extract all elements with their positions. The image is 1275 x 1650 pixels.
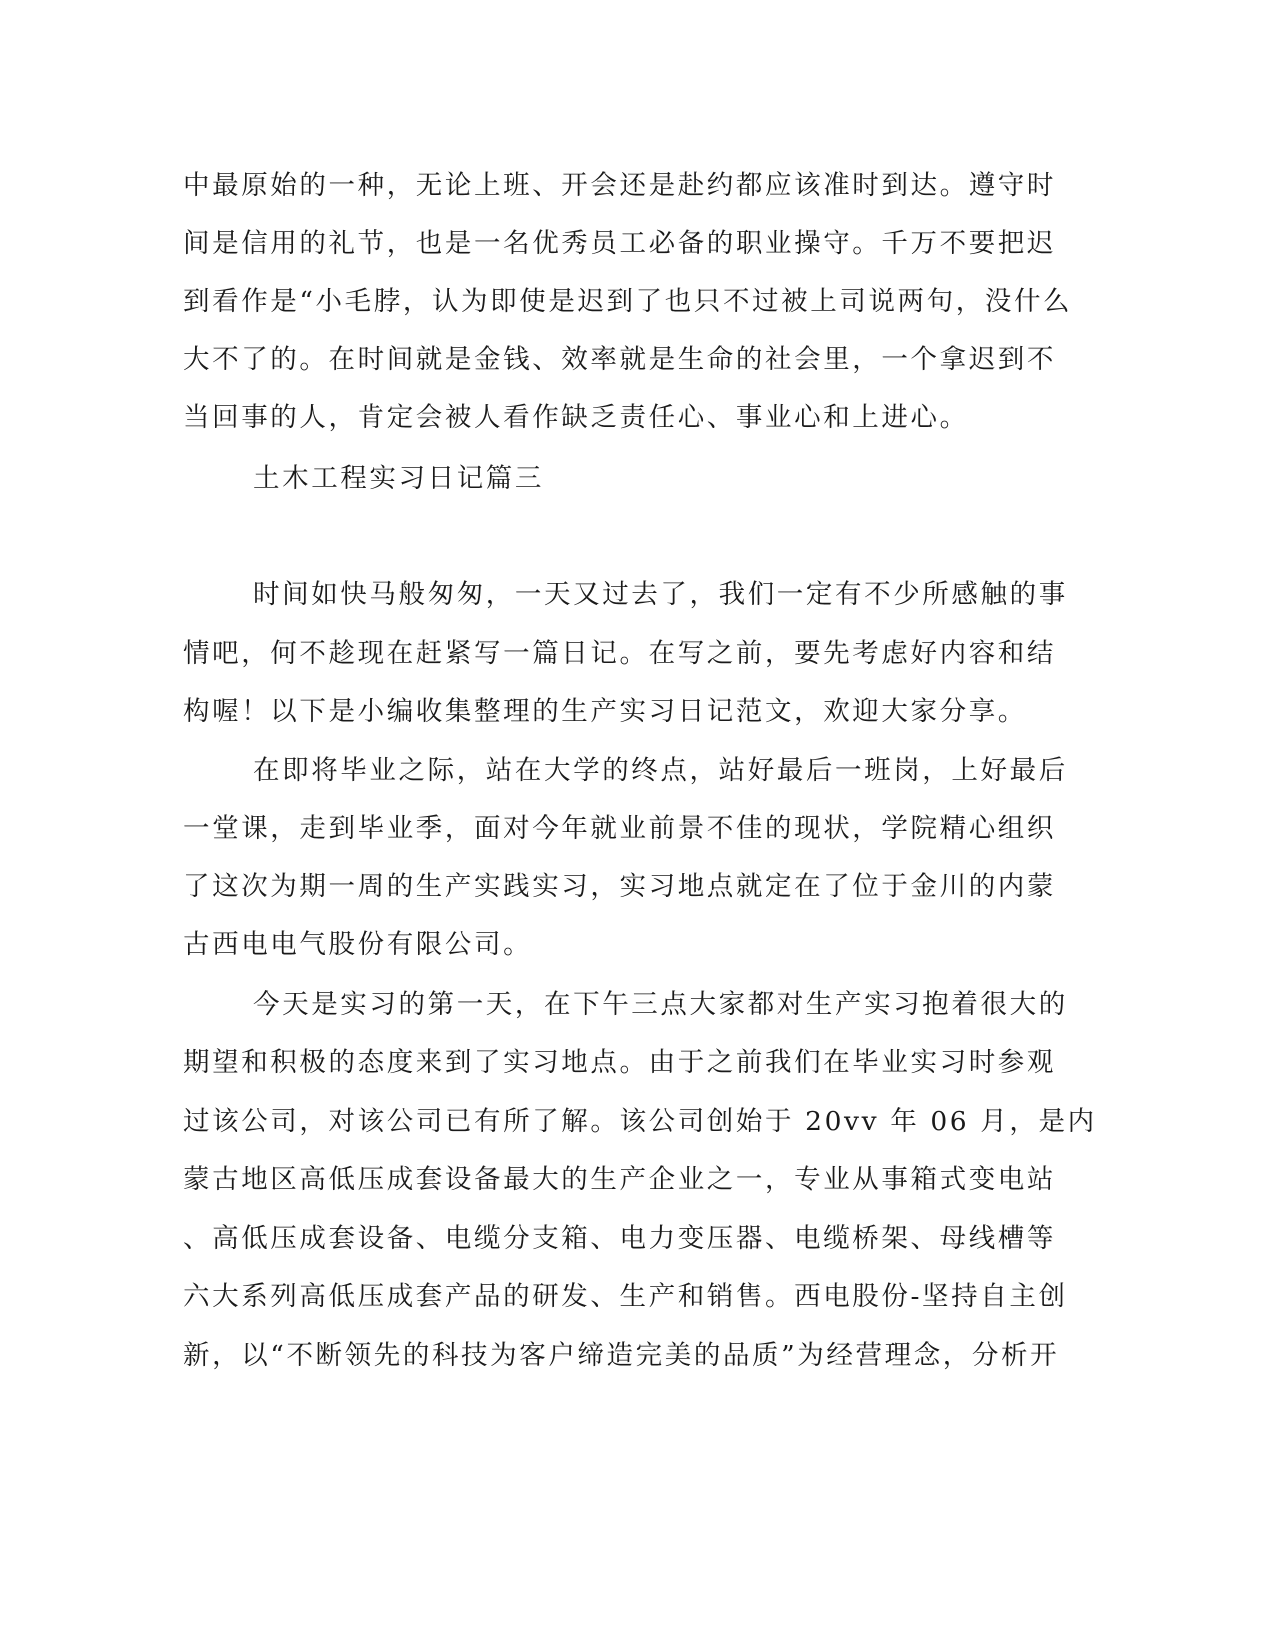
text-line: 今天是实习的第一天，在下午三点大家都对生产实习抱着很大的 [253,989,1068,1020]
text-line: 一堂课，走到毕业季，面对今年就业前景不佳的现状，学院精心组织 [183,813,1056,844]
text-line: 间是信用的礼节，也是一名优秀员工必备的职业操守。千万不要把迟 [183,228,1056,259]
section-heading: 土木工程实习日记篇三 [253,463,544,494]
text-line: 当回事的人，肯定会被人看作缺乏责任心、事业心和上进心。 [183,402,969,433]
text-line: 蒙古地区高低压成套设备最大的生产企业之一，专业从事箱式变电站 [183,1164,1056,1195]
text-line: 了这次为期一周的生产实践实习，实习地点就定在了位于金川的内蒙 [183,871,1056,902]
text-line: 、高低压成套设备、电缆分支箱、电力变压器、电缆桥架、母线槽等 [183,1223,1056,1254]
text-line: 六大系列高低压成套产品的研发、生产和销售。西电股份-坚持自主创 [183,1281,1068,1312]
text-line: 新，以“不断领先的科技为客户缔造完美的品质”为经营理念，分析开 [183,1340,1060,1371]
text-line: 时间如快马般匆匆，一天又过去了，我们一定有不少所感触的事 [253,579,1068,610]
text-line: 构喔！以下是小编收集整理的生产实习日记范文，欢迎大家分享。 [183,696,1027,727]
text-line: 古西电电气股份有限公司。 [183,929,533,960]
text-line: 大不了的。在时间就是金钱、效率就是生命的社会里，一个拿迟到不 [183,344,1056,375]
text-line: 到看作是“小毛脖，认为即使是迟到了也只不过被上司说两句，没什么 [183,286,1073,317]
text-line: 期望和积极的态度来到了实习地点。由于之前我们在毕业实习时参观 [183,1047,1056,1078]
text-line: 在即将毕业之际，站在大学的终点，站好最后一班岗，上好最后 [253,755,1068,786]
text-line: 情吧，何不趁现在赶紧写一篇日记。在写之前，要先考虑好内容和结 [183,638,1056,669]
text-line: 过该公司，对该公司已有所了解。该公司创始于 20vv 年 06 月，是内 [183,1106,1097,1137]
text-line: 中最原始的一种，无论上班、开会还是赴约都应该准时到达。遵守时 [183,170,1056,201]
